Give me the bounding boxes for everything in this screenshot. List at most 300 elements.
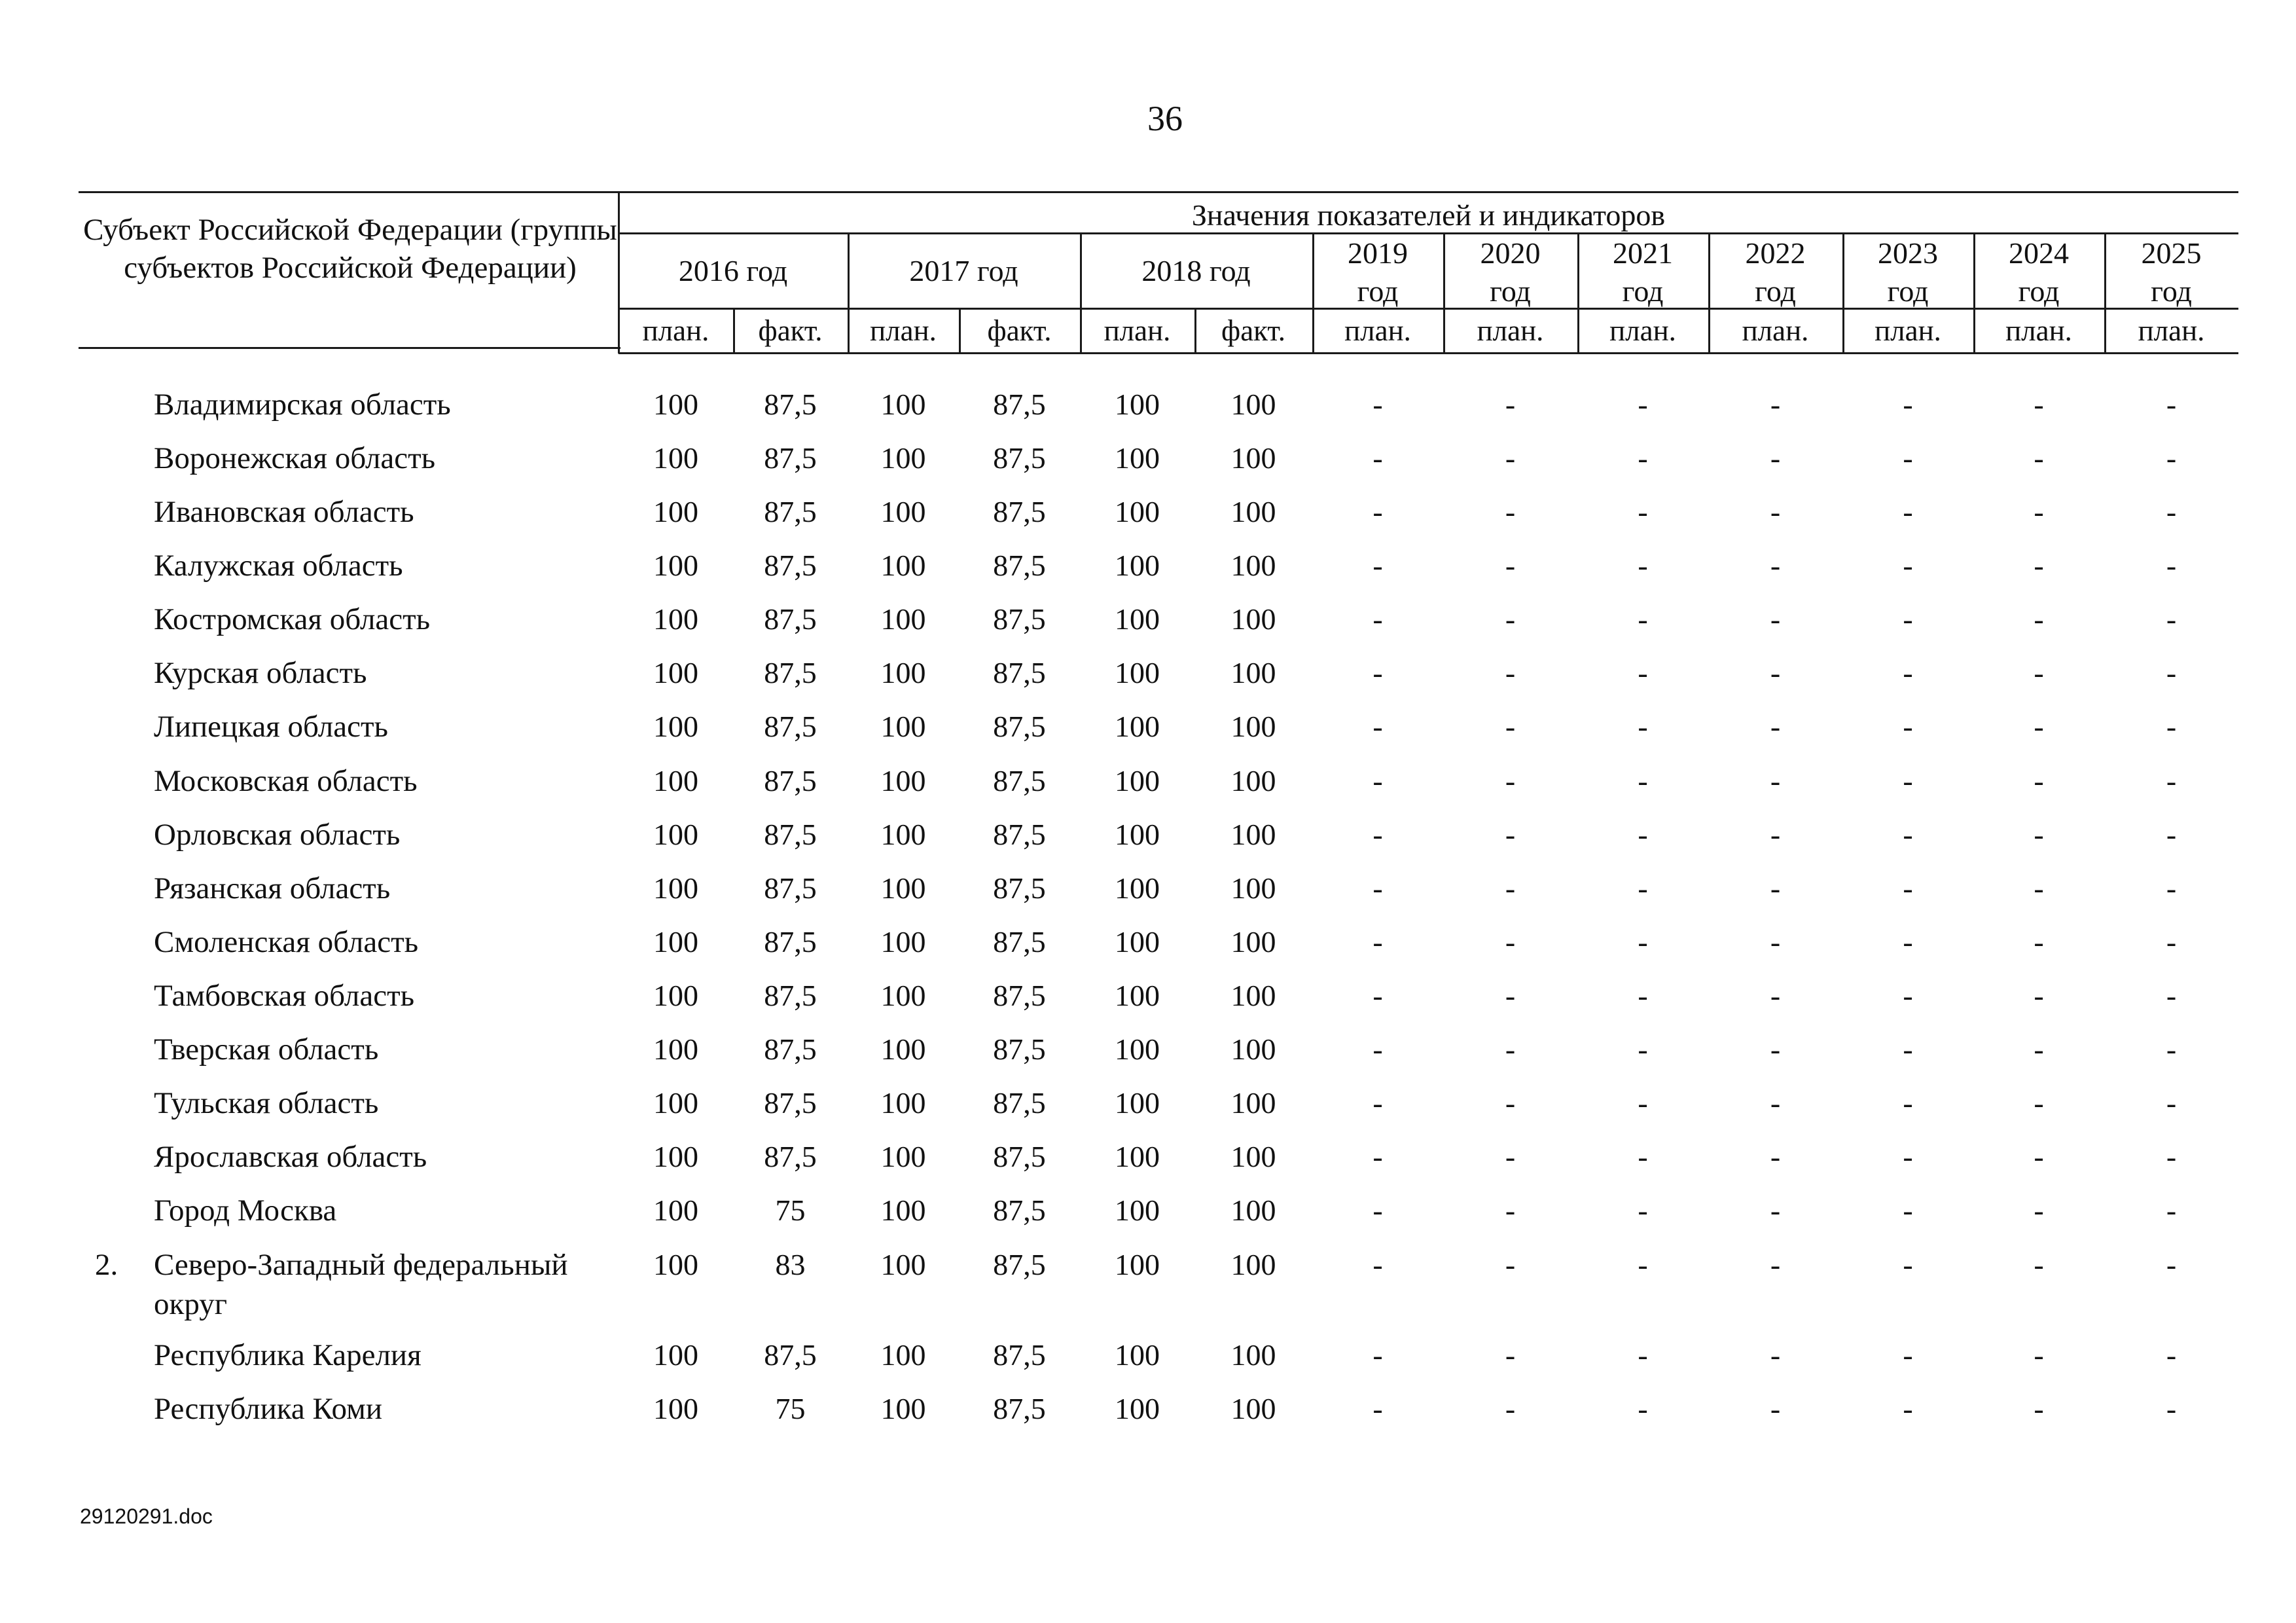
region-name: Смоленская область (154, 925, 419, 959)
value-cell: - (2166, 1248, 2177, 1281)
value-cell: - (2034, 1338, 2044, 1372)
value-cell: 100 (1230, 1338, 1276, 1372)
value-cell: 100 (1230, 441, 1276, 475)
value-cell: - (1903, 495, 1913, 528)
value-cell: - (1372, 710, 1383, 743)
value-cell: - (1903, 818, 1913, 851)
value-cell: - (1372, 656, 1383, 689)
value-cell: 100 (1230, 549, 1276, 582)
value-cell: 100 (1115, 495, 1160, 528)
value-cell: - (2166, 1086, 2177, 1120)
value-cell: - (1638, 495, 1648, 528)
region-name: Тульская область (154, 1086, 379, 1120)
value-cell: 87,5 (764, 441, 817, 475)
value-cell: - (1903, 1248, 1913, 1281)
table-row (0, 976, 2296, 1029)
region-name: Курская область (154, 656, 367, 690)
value-cell: - (2166, 602, 2177, 636)
value-cell: - (1372, 1032, 1383, 1066)
value-cell: - (1770, 871, 1781, 905)
value-cell: 100 (1115, 1140, 1160, 1173)
value-cell: 100 (1115, 602, 1160, 636)
value-cell: - (1505, 871, 1516, 905)
value-cell: - (1638, 1392, 1648, 1425)
value-cell: - (1770, 1194, 1781, 1227)
value-cell: 87,5 (993, 764, 1046, 797)
value-cell: 100 (653, 925, 698, 958)
value-cell: 75 (775, 1392, 806, 1425)
value-cell: 100 (1230, 710, 1276, 743)
value-cell: 100 (880, 1392, 926, 1425)
value-cell: - (1505, 1032, 1516, 1066)
value-cell: - (1770, 1338, 1781, 1372)
region-name: Ярославская область (154, 1140, 427, 1174)
values-header: Значения показателей и индикаторов (1191, 198, 1666, 232)
value-cell: - (1903, 764, 1913, 797)
value-cell: - (2166, 656, 2177, 689)
year-suffix: год (2151, 274, 2192, 308)
value-cell: - (1372, 764, 1383, 797)
table-row (0, 815, 2296, 867)
value-cell: - (2034, 1086, 2044, 1120)
value-cell: 87,5 (993, 925, 1046, 958)
value-cell: 100 (653, 441, 698, 475)
header-bottom-rule-subject (79, 347, 620, 349)
year-number: 2022 (1745, 236, 1806, 270)
value-cell: - (1372, 1086, 1383, 1120)
plan-subheader: план. (1742, 314, 1809, 347)
value-cell: - (1372, 549, 1383, 582)
value-cell: - (1638, 925, 1648, 958)
value-cell: - (1505, 549, 1516, 582)
table-row (0, 707, 2296, 759)
value-cell: 100 (653, 710, 698, 743)
value-cell: 100 (1230, 1392, 1276, 1425)
value-cell: 100 (653, 979, 698, 1012)
value-cell: - (2034, 818, 2044, 851)
year-number: 2024 (2009, 236, 2069, 270)
value-cell: - (1505, 979, 1516, 1012)
value-cell: 87,5 (764, 925, 817, 958)
value-cell: - (1372, 925, 1383, 958)
value-cell: - (1372, 388, 1383, 421)
region-name: Ивановская область (154, 495, 414, 529)
value-cell: - (1903, 388, 1913, 421)
value-cell: - (1372, 1194, 1383, 1227)
value-cell: 87,5 (764, 1086, 817, 1120)
region-name: Рязанская область (154, 871, 391, 905)
value-cell: 100 (653, 602, 698, 636)
plan-subheader: план. (870, 314, 937, 347)
value-cell: 100 (880, 979, 926, 1012)
value-cell: - (2166, 1032, 2177, 1066)
value-cell: - (1372, 1392, 1383, 1425)
value-cell: 87,5 (764, 818, 817, 851)
table-row (0, 439, 2296, 491)
value-cell: - (2166, 549, 2177, 582)
value-cell: 100 (1230, 602, 1276, 636)
value-cell: 100 (1115, 1086, 1160, 1120)
region-name: Костромская область (154, 602, 431, 636)
value-cell: - (1505, 656, 1516, 689)
value-cell: - (1505, 1392, 1516, 1425)
table-row (0, 1137, 2296, 1190)
value-cell: 100 (1115, 1248, 1160, 1281)
value-cell: 100 (653, 1032, 698, 1066)
value-cell: - (2034, 871, 2044, 905)
value-cell: 100 (1115, 1194, 1160, 1227)
value-cell: - (1770, 1140, 1781, 1173)
year-header-2020 (1443, 234, 1577, 310)
value-cell: - (2034, 1248, 2044, 1281)
value-cell: - (2034, 1140, 2044, 1173)
value-cell: 100 (880, 656, 926, 689)
value-cell: - (1372, 979, 1383, 1012)
value-cell: - (1770, 1392, 1781, 1425)
year-header-2023 (1842, 234, 1973, 310)
value-cell: 100 (653, 549, 698, 582)
value-cell: 100 (1115, 871, 1160, 905)
value-cell: - (1505, 1140, 1516, 1173)
value-cell: 100 (1115, 1392, 1160, 1425)
value-cell: - (1638, 764, 1648, 797)
value-cell: - (1638, 549, 1648, 582)
value-cell: - (1638, 871, 1648, 905)
value-cell: - (1903, 656, 1913, 689)
value-cell: - (1638, 1194, 1648, 1227)
year-header-2016: 2016 год (678, 254, 788, 287)
table-row (0, 546, 2296, 598)
value-cell: - (2166, 925, 2177, 958)
value-cell: - (1903, 1140, 1913, 1173)
value-cell: 100 (1230, 1248, 1276, 1281)
region-name: Воронежская область (154, 441, 436, 475)
value-cell: - (1505, 1194, 1516, 1227)
value-cell: 100 (653, 1194, 698, 1227)
plan-subheader: план. (1609, 314, 1676, 347)
value-cell: 100 (880, 1032, 926, 1066)
value-cell: - (1903, 549, 1913, 582)
table-row (0, 1389, 2296, 1442)
value-cell: - (1505, 602, 1516, 636)
value-cell: - (1770, 710, 1781, 743)
value-cell: - (1903, 979, 1913, 1012)
region-name: Владимирская область (154, 388, 451, 422)
year-number: 2023 (1878, 236, 1938, 270)
value-cell: 100 (880, 495, 926, 528)
value-cell: 87,5 (764, 1032, 817, 1066)
value-cell: 87,5 (993, 818, 1046, 851)
value-cell: 100 (1230, 1032, 1276, 1066)
value-cell: - (2166, 871, 2177, 905)
value-cell: 100 (653, 656, 698, 689)
value-cell: - (1372, 1248, 1383, 1281)
value-cell: - (2034, 656, 2044, 689)
value-cell: - (1638, 818, 1648, 851)
value-cell: 100 (1230, 495, 1276, 528)
value-cell: - (2034, 388, 2044, 421)
value-cell: 100 (1230, 979, 1276, 1012)
region-name: Орловская область (154, 818, 401, 852)
value-cell: - (1638, 1086, 1648, 1120)
value-cell: 100 (880, 1248, 926, 1281)
value-cell: - (1505, 1248, 1516, 1281)
value-cell: - (2166, 764, 2177, 797)
value-cell: - (1372, 602, 1383, 636)
value-cell: 100 (880, 1194, 926, 1227)
value-cell: - (1770, 979, 1781, 1012)
value-cell: - (1372, 495, 1383, 528)
year-suffix: год (1755, 274, 1796, 308)
table-row (0, 653, 2296, 706)
subject-column-header: Субъект Российской Федерации (группы субъектов Российской Федерации) (83, 213, 617, 285)
value-cell: 100 (1115, 710, 1160, 743)
value-cell: 100 (1115, 1032, 1160, 1066)
value-cell: - (1372, 871, 1383, 905)
value-cell: 100 (653, 388, 698, 421)
value-cell: 100 (1115, 1338, 1160, 1372)
value-cell: - (2166, 441, 2177, 475)
value-cell: 87,5 (764, 1140, 817, 1173)
region-name: Тверская область (154, 1032, 379, 1067)
value-cell: 100 (880, 1338, 926, 1372)
table-row (0, 922, 2296, 975)
value-cell: 100 (653, 871, 698, 905)
value-cell: - (2034, 925, 2044, 958)
region-name: Тамбовская область (154, 979, 415, 1013)
value-cell: 87,5 (993, 1140, 1046, 1173)
value-cell: - (1770, 656, 1781, 689)
value-cell: 87,5 (993, 710, 1046, 743)
value-cell: 100 (880, 871, 926, 905)
fact-subheader: факт. (987, 314, 1052, 347)
value-cell: 87,5 (764, 871, 817, 905)
value-cell: - (1372, 1140, 1383, 1173)
value-cell: - (2166, 979, 2177, 1012)
region-name: Калужская область (154, 549, 403, 583)
value-cell: 100 (1230, 818, 1276, 851)
value-cell: - (1372, 818, 1383, 851)
value-cell: - (1638, 602, 1648, 636)
row-number: 2. (95, 1248, 118, 1282)
value-cell: 100 (653, 495, 698, 528)
value-cell: - (1505, 388, 1516, 421)
fact-subheader: факт. (758, 314, 823, 347)
value-cell: - (2166, 1140, 2177, 1173)
value-cell: - (1638, 710, 1648, 743)
year-number: 2025 (2141, 236, 2202, 270)
value-cell: - (1903, 710, 1913, 743)
region-name: Липецкая область (154, 710, 388, 744)
value-cell: - (1903, 871, 1913, 905)
value-cell: 87,5 (764, 388, 817, 421)
year-number: 2021 (1613, 236, 1673, 270)
value-cell: - (1903, 441, 1913, 475)
value-cell: - (1770, 441, 1781, 475)
value-cell: - (1638, 441, 1648, 475)
value-cell: 87,5 (764, 1338, 817, 1372)
value-cell: - (1770, 1032, 1781, 1066)
value-cell: 87,5 (764, 549, 817, 582)
value-cell: - (2034, 710, 2044, 743)
value-cell: 100 (653, 1086, 698, 1120)
value-cell: 100 (1115, 764, 1160, 797)
header-bottom-rule-values (619, 352, 2238, 354)
value-cell: - (1505, 1086, 1516, 1120)
plan-subheader: план. (1874, 314, 1941, 347)
value-cell: 100 (1230, 925, 1276, 958)
value-cell: 100 (653, 1140, 698, 1173)
year-header-2018: 2018 год (1141, 254, 1251, 287)
value-cell: - (2034, 1032, 2044, 1066)
year-suffix: год (1887, 274, 1929, 308)
value-cell: 100 (880, 818, 926, 851)
value-cell: 87,5 (764, 602, 817, 636)
table-row (0, 869, 2296, 921)
value-cell: 100 (653, 764, 698, 797)
table-row (0, 492, 2296, 545)
value-cell: 100 (1115, 549, 1160, 582)
value-cell: 100 (1230, 656, 1276, 689)
value-cell: - (1505, 925, 1516, 958)
value-cell: - (2034, 495, 2044, 528)
year-number: 2019 (1348, 236, 1408, 270)
year-header-2019 (1312, 234, 1443, 310)
table-row (0, 1084, 2296, 1136)
value-cell: - (1505, 710, 1516, 743)
value-cell: - (1505, 441, 1516, 475)
value-cell: - (1770, 549, 1781, 582)
value-cell: 100 (1230, 764, 1276, 797)
value-cell: 100 (653, 1338, 698, 1372)
plan-subheader: план. (2138, 314, 2205, 347)
table-row (0, 600, 2296, 652)
value-cell: - (1770, 495, 1781, 528)
value-cell: - (1903, 1392, 1913, 1425)
value-cell: 100 (1230, 1194, 1276, 1227)
value-cell: 100 (880, 1140, 926, 1173)
table-row (0, 1030, 2296, 1082)
value-cell: 87,5 (993, 495, 1046, 528)
value-cell: - (1770, 388, 1781, 421)
value-cell: - (1638, 388, 1648, 421)
value-cell: 87,5 (993, 388, 1046, 421)
value-cell: 100 (1115, 656, 1160, 689)
table-row (0, 761, 2296, 814)
value-cell: 87,5 (764, 764, 817, 797)
value-cell: - (1770, 764, 1781, 797)
value-cell: 87,5 (993, 1338, 1046, 1372)
table-row (0, 1245, 2296, 1321)
year-suffix: год (1622, 274, 1664, 308)
value-cell: - (1770, 1248, 1781, 1281)
value-cell: - (2166, 1392, 2177, 1425)
value-cell: 100 (1115, 818, 1160, 851)
value-cell: - (2166, 1338, 2177, 1372)
value-cell: - (1638, 1338, 1648, 1372)
year-header-2022 (1708, 234, 1842, 310)
plan-subheader: план. (1477, 314, 1544, 347)
value-cell: - (2034, 549, 2044, 582)
value-cell: - (1770, 925, 1781, 958)
value-cell: - (1638, 1248, 1648, 1281)
table-top-rule (79, 191, 2238, 193)
value-cell: 100 (1230, 871, 1276, 905)
value-cell: 87,5 (764, 656, 817, 689)
region-name: Город Москва (154, 1194, 337, 1228)
year-header-2017: 2017 год (909, 254, 1018, 287)
value-cell: - (2034, 1392, 2044, 1425)
value-cell: - (1372, 1338, 1383, 1372)
value-cell: - (1372, 441, 1383, 475)
value-cell: 87,5 (764, 495, 817, 528)
value-cell: 100 (1230, 1140, 1276, 1173)
table-row (0, 1336, 2296, 1388)
value-cell: 87,5 (993, 1086, 1046, 1120)
value-cell: 100 (1230, 388, 1276, 421)
value-cell: 100 (1230, 1086, 1276, 1120)
value-cell: 100 (880, 441, 926, 475)
year-header-2024 (1973, 234, 2104, 310)
plan-subheader: план. (642, 314, 709, 347)
value-cell: - (1638, 1140, 1648, 1173)
value-cell: - (1770, 602, 1781, 636)
value-cell: 100 (653, 1392, 698, 1425)
value-cell: 75 (775, 1194, 806, 1227)
value-cell: - (1638, 979, 1648, 1012)
value-cell: 87,5 (993, 871, 1046, 905)
value-cell: 83 (775, 1248, 806, 1281)
value-cell: 87,5 (764, 979, 817, 1012)
value-cell: 100 (880, 710, 926, 743)
page-number: 36 (1147, 99, 1183, 138)
year-suffix: год (2018, 274, 2060, 308)
value-cell: - (1903, 1086, 1913, 1120)
value-cell: 100 (880, 925, 926, 958)
value-cell: - (1903, 925, 1913, 958)
value-cell: 87,5 (993, 656, 1046, 689)
value-cell: - (2166, 495, 2177, 528)
value-cell: - (2034, 979, 2044, 1012)
value-cell: - (1903, 1194, 1913, 1227)
value-cell: 100 (1115, 979, 1160, 1012)
value-cell: 87,5 (993, 979, 1046, 1012)
value-cell: - (2034, 1194, 2044, 1227)
value-cell: - (1903, 1338, 1913, 1372)
year-header-2025 (2104, 234, 2238, 310)
value-cell: - (2166, 818, 2177, 851)
value-cell: 87,5 (764, 710, 817, 743)
value-cell: - (1505, 764, 1516, 797)
plan-subheader: план. (1344, 314, 1411, 347)
document-code: 29120291.doc (80, 1504, 213, 1528)
value-cell: 100 (880, 602, 926, 636)
value-cell: 87,5 (993, 549, 1046, 582)
value-cell: 100 (880, 1086, 926, 1120)
value-cell: - (1505, 1338, 1516, 1372)
value-cell: 100 (880, 549, 926, 582)
value-cell: 87,5 (993, 1248, 1046, 1281)
region-name: Северо-Западный федеральный округ (154, 1248, 568, 1321)
value-cell: - (1505, 818, 1516, 851)
value-cell: - (1903, 602, 1913, 636)
value-cell: - (2166, 710, 2177, 743)
table-row (0, 385, 2296, 437)
value-cell: 100 (653, 818, 698, 851)
value-cell: 100 (1115, 388, 1160, 421)
value-cell: 100 (880, 388, 926, 421)
region-name: Республика Коми (154, 1392, 383, 1426)
